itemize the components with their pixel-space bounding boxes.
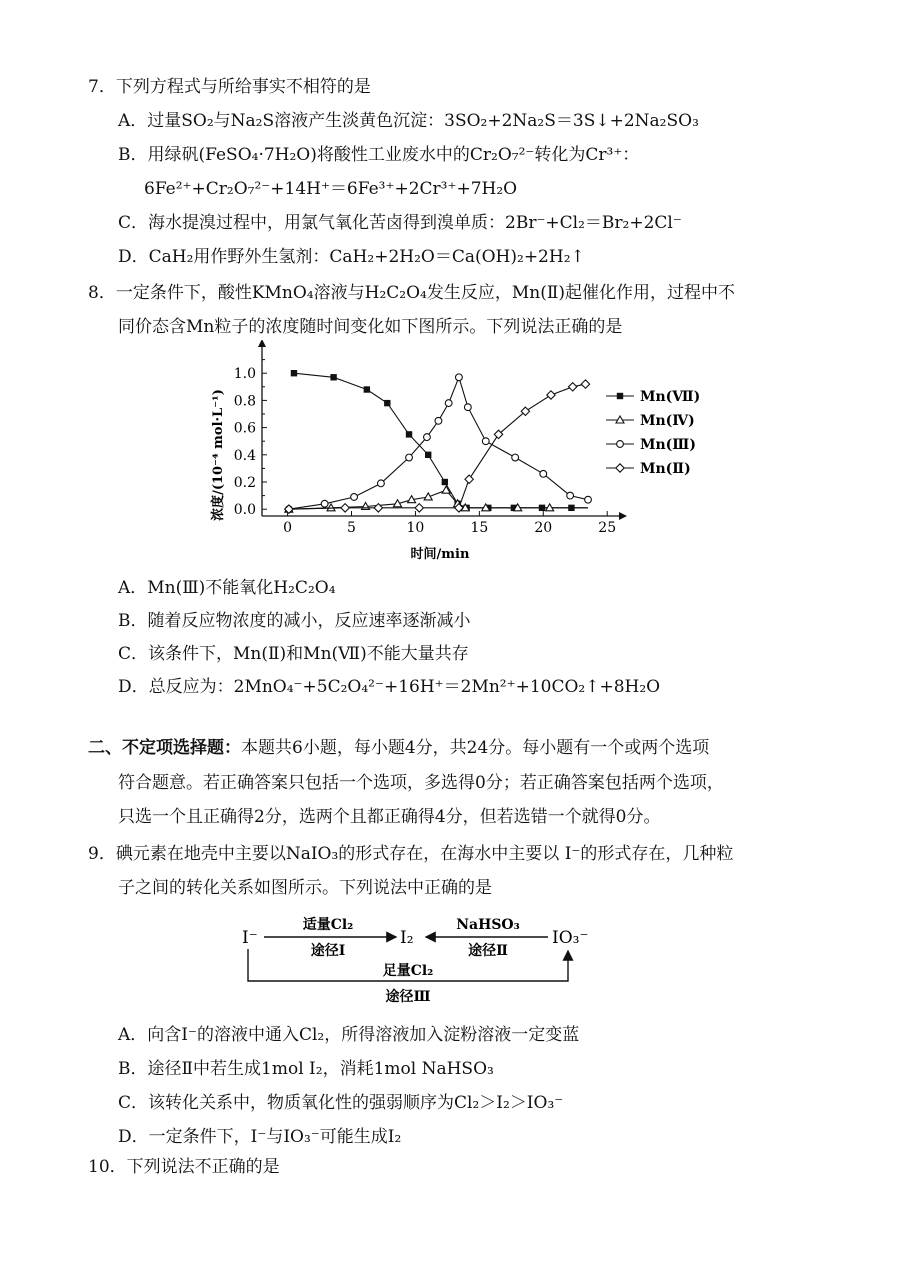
chart-x-axis-label: 时间/min	[410, 547, 470, 562]
data-point	[424, 434, 431, 441]
route1-name: 途径Ⅰ	[310, 943, 346, 959]
data-point	[617, 441, 624, 448]
iodate-label: IO₃⁻	[552, 928, 589, 948]
q7-option-b-line1: B．用绿矾(FeSO₄·7H₂O)将酸性工业废水中的Cr₂O₇²⁻转化为Cr³⁺：	[118, 145, 640, 165]
q8-option-d: D．总反应为：2MnO₄⁻+5C₂O₄²⁻+16H⁺＝2Mn²⁺+10CO₂↑+8H₂O	[118, 677, 661, 697]
data-point	[482, 438, 489, 445]
data-point	[415, 504, 423, 512]
q10-stem: 10．下列说法不正确的是	[88, 1157, 280, 1177]
x-tick-label: 25	[598, 520, 617, 536]
iodine-label: I₂	[400, 928, 414, 948]
q9-option-a: A．向含I⁻的溶液中通入Cl₂，所得溶液加入淀粉溶液一定变蓝	[118, 1025, 580, 1045]
q9-option-d: D．一定条件下，I⁻与IO₃⁻可能生成I₂	[118, 1127, 402, 1147]
data-point	[547, 391, 555, 399]
data-point	[512, 454, 519, 461]
q7-stem: 7．下列方程式与所给事实不相符的是	[88, 77, 371, 97]
q7-option-d: D．CaH₂用作野外生氢剂：CaH₂+2H₂O＝Ca(OH)₂+2H₂↑	[118, 247, 585, 267]
data-point	[321, 500, 328, 507]
q9-option-b: B．途径Ⅱ中若生成1mol I₂，消耗1mol NaHSO₃	[118, 1059, 494, 1079]
data-point	[378, 480, 385, 487]
q8-stem-line2: 同价态含Mn粒子的浓度随时间变化如下图所示。下列说法正确的是	[118, 317, 623, 337]
legend-label: Mn(Ⅲ)	[640, 437, 696, 453]
q8-option-b: B．随着反应物浓度的减小，反应速率逐渐减小	[118, 611, 471, 631]
data-point	[568, 383, 576, 391]
y-tick-label: 0.2	[233, 475, 256, 491]
x-axis-arrow	[619, 512, 627, 520]
route3-name: 途径Ⅲ	[385, 989, 431, 1005]
data-point	[341, 504, 349, 512]
y-tick-label: 0.6	[233, 420, 256, 437]
legend-label: Mn(Ⅶ)	[640, 389, 701, 405]
route3-reagent: 足量Cl₂	[382, 963, 434, 979]
q9-option-c: C．该转化关系中，物质氧化性的强弱顺序为Cl₂＞I₂＞IO₃⁻	[118, 1093, 564, 1113]
chart-y-axis-label: 浓度/(10⁻⁴ mol·L⁻¹)	[211, 389, 226, 521]
route2-reagent: NaHSO₃	[456, 917, 520, 933]
data-point	[384, 400, 390, 406]
x-tick-label: 10	[406, 520, 425, 536]
q7-option-b-line2: 6Fe²⁺+Cr₂O₇²⁻+14H⁺＝6Fe³⁺+2Cr³⁺+7H₂O	[144, 179, 518, 199]
x-tick-label: 5	[347, 520, 356, 536]
q7-option-a: A．过量SO₂与Na₂S溶液产生淡黄色沉淀：3SO₂+2Na₂S＝3S↓+2Na₂SO₃	[118, 111, 699, 131]
y-axis-arrow	[258, 340, 266, 347]
x-tick-label: 20	[534, 520, 553, 536]
data-point	[456, 374, 463, 381]
concentration-time-chart	[200, 340, 720, 568]
route1-reagent: 适量Cl₂	[302, 917, 354, 933]
q9-stem-line2: 子之间的转化关系如图所示。下列说法中正确的是	[118, 878, 492, 898]
q7-option-c: C．海水提溴过程中，用氯气氧化苦卤得到溴单质：2Br⁻+Cl₂＝Br₂+2Cl⁻	[118, 213, 682, 233]
iodine-conversion-diagram	[230, 905, 610, 1015]
route2-name: 途径Ⅱ	[468, 943, 508, 959]
data-point	[442, 479, 448, 485]
data-point	[406, 431, 412, 437]
data-point	[465, 475, 473, 483]
q9-stem-line1: 9．碘元素在地壳中主要以NaIO₃的形式存在，在海水中主要以 I⁻的形式存在，几种粒	[88, 844, 734, 864]
legend-label: Mn(Ⅳ)	[640, 413, 695, 429]
section-2-header	[88, 737, 709, 759]
series-line	[289, 384, 586, 509]
data-point	[616, 464, 624, 472]
data-point	[585, 496, 592, 503]
y-tick-label: 1.0	[233, 366, 256, 383]
series-line	[289, 377, 588, 509]
x-tick-label: 0	[283, 520, 293, 536]
q8-option-c: C．该条件下，Mn(Ⅱ)和Mn(Ⅶ)不能大量共存	[118, 644, 469, 664]
section-2-instructions-line2: 符合题意。若正确答案只包括一个选项，多选得0分；若正确答案包括两个选项，	[118, 773, 724, 793]
data-point	[445, 400, 452, 407]
iodide-label: I⁻	[242, 928, 258, 948]
data-point	[435, 417, 442, 424]
data-point	[351, 494, 358, 501]
section-2-title: 二、不定项选择题：	[88, 738, 241, 758]
data-point	[617, 393, 623, 399]
y-tick-label: 0.0	[233, 502, 256, 519]
data-point	[567, 492, 574, 499]
q8-stem-line1: 8．一定条件下，酸性KMnO₄溶液与H₂C₂O₄发生反应，Mn(Ⅱ)起催化作用，过程中不	[88, 283, 736, 303]
data-point	[291, 370, 297, 376]
section-2-instructions-line3: 只选一个且正确得2分，选两个且都正确得4分，但若选错一个就得0分。	[118, 807, 661, 827]
section-2-instructions-line1: 本题共6小题，每小题4分，共24分。每小题有一个或两个选项	[241, 738, 710, 758]
data-point	[330, 374, 336, 380]
data-point	[406, 454, 413, 461]
data-point	[464, 404, 471, 411]
data-point	[364, 386, 370, 392]
y-tick-label: 0.4	[233, 447, 256, 464]
q8-option-a: A．Mn(Ⅲ)不能氧化H₂C₂O₄	[118, 578, 336, 598]
y-tick-label: 0.8	[233, 393, 256, 410]
legend-label: Mn(Ⅱ)	[640, 461, 691, 477]
data-point	[581, 380, 589, 388]
data-point	[540, 470, 547, 477]
data-point	[425, 452, 431, 458]
series-line	[294, 373, 588, 508]
x-tick-label: 15	[470, 520, 489, 536]
